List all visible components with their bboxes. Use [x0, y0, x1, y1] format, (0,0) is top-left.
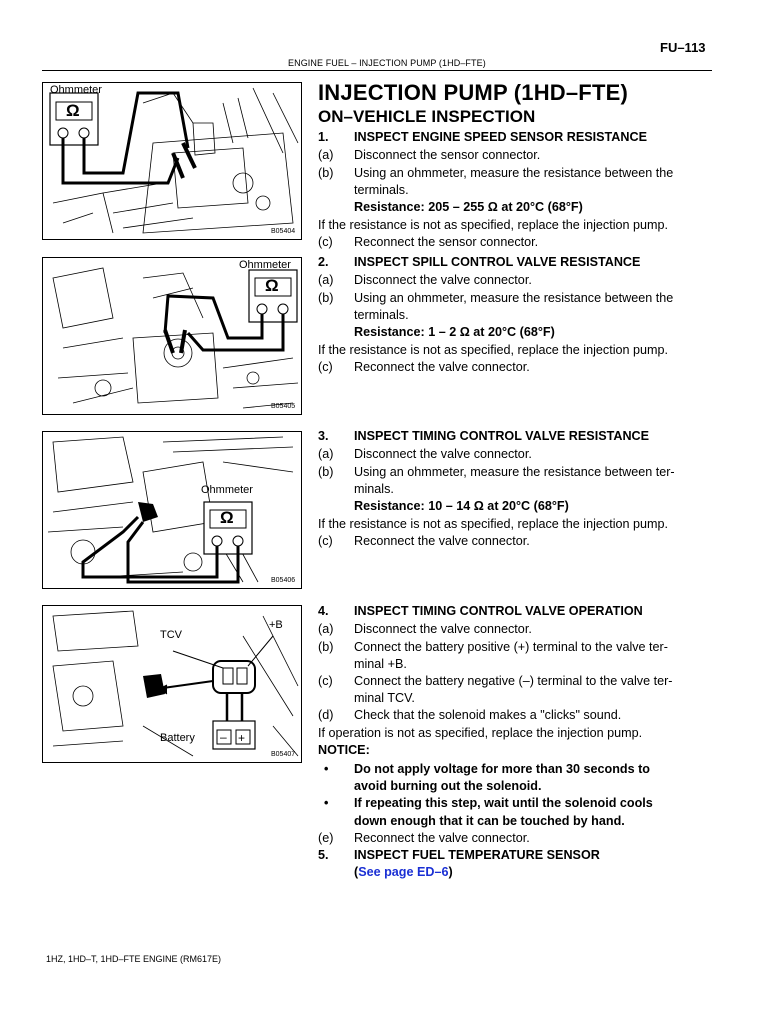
figure-code: B05404 — [271, 228, 296, 235]
step-1c: (c) Reconnect the sensor connector. — [318, 235, 539, 249]
engine-illustration-3 — [43, 432, 301, 588]
svg-text:–: – — [220, 730, 227, 744]
step-5-heading: 5. INSPECT FUEL TEMPERATURE SENSOR — [318, 848, 600, 862]
ohm-icon: Ω — [220, 508, 234, 527]
ohmmeter-label: Ohmmeter — [201, 484, 253, 496]
notice-bullet-2: • If repeating this step, wait until the solenoid cools — [324, 796, 653, 810]
ohmmeter-label: Ohmmeter — [50, 84, 102, 96]
svg-text:+: + — [238, 731, 246, 745]
step-2-heading: 2. INSPECT SPILL CONTROL VALVE RESISTANCE — [318, 255, 641, 269]
step-1-heading: 1. INSPECT ENGINE SPEED SENSOR RESISTANCE — [318, 130, 647, 144]
see-page-link[interactable]: See page ED–6 — [358, 865, 449, 879]
step-1-resistance-spec: Resistance: 205 – 255 Ω at 20°C (68°F) — [354, 200, 583, 214]
section-header: ENGINE FUEL – INJECTION PUMP (1HD–FTE) — [288, 58, 486, 68]
step-3b-cont: minals. — [354, 482, 394, 496]
notice-heading: NOTICE: — [318, 743, 370, 757]
ohmmeter-label: Ohmmeter — [239, 259, 291, 271]
step-3a: (a) Disconnect the valve connector. — [318, 447, 532, 461]
step-4e: (e) Reconnect the valve connector. — [318, 831, 530, 845]
header-divider — [42, 70, 712, 71]
step-4-note: If operation is not as specified, replace the injection pump. — [318, 726, 643, 740]
step-2a: (a) Disconnect the valve connector. — [318, 273, 532, 287]
step-3b: (b) Using an ohmmeter, measure the resistance between ter- — [318, 465, 675, 479]
step-2b: (b) Using an ohmmeter, measure the resistance between the — [318, 291, 674, 305]
step-2b-cont: terminals. — [354, 308, 409, 322]
ohm-icon: Ω — [66, 101, 80, 120]
step-4b: (b) Connect the battery positive (+) terminal to the valve ter- — [318, 640, 668, 654]
figure-spill-control-valve — [42, 257, 302, 415]
figure-code: B05407 — [271, 751, 296, 758]
step-3-resistance-spec: Resistance: 10 – 14 Ω at 20°C (68°F) — [354, 499, 569, 513]
page-title: INJECTION PUMP (1HD–FTE) — [318, 80, 628, 105]
page-number: FU–113 — [660, 40, 706, 55]
step-4a: (a) Disconnect the valve connector. — [318, 622, 532, 636]
figure-timing-control-operation — [42, 605, 302, 763]
step-4c-cont: minal TCV. — [354, 691, 415, 705]
step-3c: (c) Reconnect the valve connector. — [318, 534, 530, 548]
step-3-heading: 3. INSPECT TIMING CONTROL VALVE RESISTANCE — [318, 429, 650, 443]
step-4d: (d) Check that the solenoid makes a "clicks" sound. — [318, 708, 622, 722]
figure-code: B05405 — [271, 403, 296, 410]
notice-bullet-2-cont: down enough that it can be touched by hand. — [354, 814, 625, 828]
battery-label: Battery — [160, 732, 195, 744]
page-subtitle: ON–VEHICLE INSPECTION — [318, 107, 536, 126]
step-4b-cont: minal +B. — [354, 657, 407, 671]
step-1b: (b) Using an ohmmeter, measure the resistance between the — [318, 166, 674, 180]
tcv-label: TCV — [160, 629, 182, 641]
step-2-resistance-spec: Resistance: 1 – 2 Ω at 20°C (68°F) — [354, 325, 555, 339]
step-4c: (c) Connect the battery negative (–) terminal to the valve ter- — [318, 674, 673, 688]
step-2-note: If the resistance is not as specified, replace the injection pump. — [318, 343, 669, 357]
plus-b-label: +B — [269, 619, 283, 631]
figure-code: B05406 — [271, 577, 296, 584]
figure-timing-control-valve — [42, 431, 302, 589]
step-1-note: If the resistance is not as specified, replace the injection pump. — [318, 218, 669, 232]
engine-illustration-2 — [43, 258, 301, 414]
figure-engine-speed-sensor — [42, 82, 302, 240]
step-1a: (a) Disconnect the sensor connector. — [318, 148, 541, 162]
step-3-note: If the resistance is not as specified, replace the injection pump. — [318, 517, 669, 531]
step-1b-cont: terminals. — [354, 183, 409, 197]
engine-illustration-1 — [43, 83, 301, 239]
notice-bullet-1-cont: avoid burning out the solenoid. — [354, 779, 542, 793]
notice-bullet-1: • Do not apply voltage for more than 30 seconds to — [324, 762, 650, 776]
step-5-reference: (See page ED–6) — [354, 865, 453, 879]
ohm-icon: Ω — [265, 276, 279, 295]
step-2c: (c) Reconnect the valve connector. — [318, 360, 530, 374]
footer-text: 1HZ, 1HD–T, 1HD–FTE ENGINE (RM617E) — [46, 954, 222, 964]
step-4-heading: 4. INSPECT TIMING CONTROL VALVE OPERATION — [318, 604, 643, 618]
